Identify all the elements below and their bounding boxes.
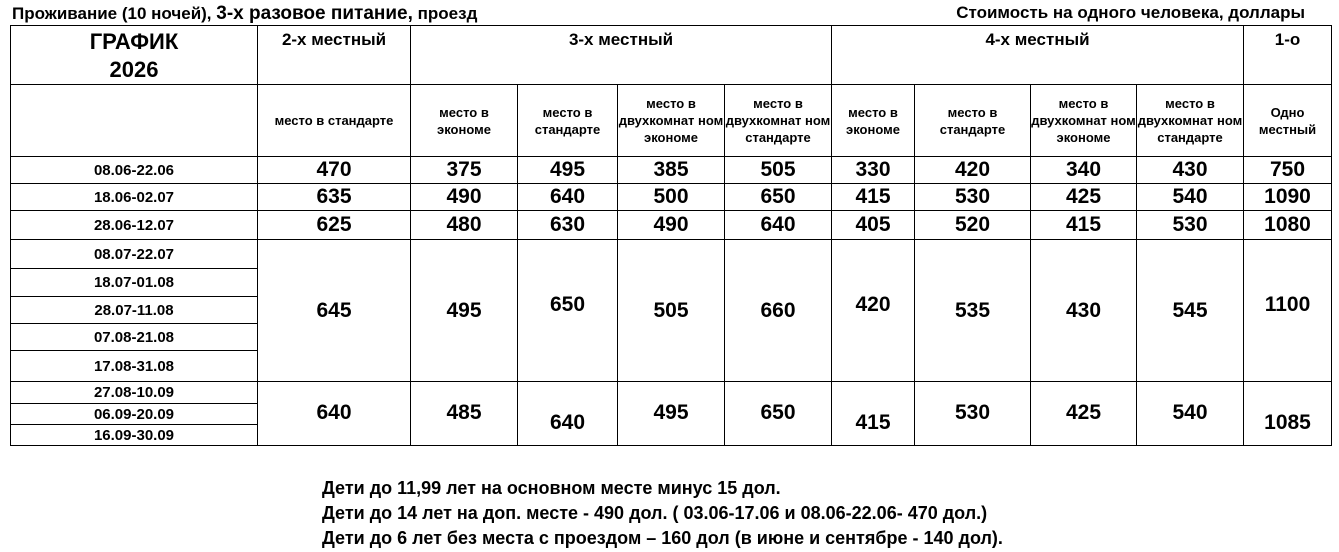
price-cell: 630 (518, 211, 618, 240)
price-cell: 375 (411, 157, 518, 184)
price-cell: 520 (915, 211, 1031, 240)
price-cell: 490 (411, 184, 518, 211)
date-cell: 06.09-20.09 (11, 404, 258, 425)
subheader-cell: место в экономе (411, 85, 518, 157)
price-cell: 415 (832, 382, 915, 446)
date-cell: 18.06-02.07 (11, 184, 258, 211)
price-table (10, 25, 1332, 446)
price-cell: 420 (915, 157, 1031, 184)
price-cell: 545 (1137, 240, 1244, 382)
date-cell: 08.06-22.06 (11, 157, 258, 184)
price-cell: 480 (411, 211, 518, 240)
price-cell: 495 (618, 382, 725, 446)
subheader-cell: место в двухкомнат ном стандарте (725, 85, 832, 157)
date-cell: 08.07-22.07 (11, 240, 258, 269)
price-cell: 415 (1031, 211, 1137, 240)
subheader-cell: место в двухкомнат ном экономе (618, 85, 725, 157)
price-cell: 330 (832, 157, 915, 184)
price-cell: 485 (411, 382, 518, 446)
group-triple: 3-х местный (411, 26, 832, 85)
price-cell: 530 (915, 184, 1031, 211)
price-cell: 1080 (1244, 211, 1332, 240)
subheader-cell: место в экономе (832, 85, 915, 157)
header-left (12, 3, 477, 25)
price-cell: 540 (1137, 184, 1244, 211)
price-cell: 640 (518, 382, 618, 446)
price-cell: 340 (1031, 157, 1137, 184)
schedule-header (11, 26, 258, 85)
table-row (11, 211, 1332, 240)
table-row (11, 240, 1332, 269)
price-cell: 650 (725, 184, 832, 211)
subheader-cell: место в стандарте (518, 85, 618, 157)
price-cell: 1090 (1244, 184, 1332, 211)
price-cell: 495 (518, 157, 618, 184)
price-cell: 505 (725, 157, 832, 184)
price-cell: 405 (832, 211, 915, 240)
price-cell: 640 (725, 211, 832, 240)
price-cell: 530 (1137, 211, 1244, 240)
table-row (11, 157, 1332, 184)
price-cell: 645 (258, 240, 411, 382)
table-row (11, 184, 1332, 211)
price-cell: 420 (832, 240, 915, 382)
date-cell: 07.08-21.08 (11, 324, 258, 351)
date-cell: 18.07-01.08 (11, 269, 258, 297)
subheader-cell: место в двухкомнат ном стандарте (1137, 85, 1244, 157)
note-line: Дети до 14 лет на доп. месте - 490 дол. ( 03.06-17.06 и 08.06-22.06- 470 дол.) (322, 503, 988, 523)
price-cell: 535 (915, 240, 1031, 382)
price-cell: 1100 (1244, 240, 1332, 382)
price-cell: 425 (1031, 382, 1137, 446)
header-left-suffix: проезд (417, 4, 478, 23)
price-cell: 640 (258, 382, 411, 446)
price-cell: 660 (725, 240, 832, 382)
price-cell: 540 (1137, 382, 1244, 446)
price-cell: 1085 (1244, 382, 1332, 446)
date-cell: 28.06-12.07 (11, 211, 258, 240)
price-cell: 650 (518, 240, 618, 382)
schedule-year: 2026 (109, 57, 159, 82)
price-cell: 500 (618, 184, 725, 211)
subheader-cell: Одно местный (1244, 85, 1332, 157)
date-cell: 28.07-11.08 (11, 297, 258, 324)
subheader-row (11, 85, 1332, 157)
price-cell: 495 (411, 240, 518, 382)
price-cell: 470 (258, 157, 411, 184)
price-cell: 385 (618, 157, 725, 184)
group-single: 1-о (1244, 26, 1332, 85)
group-quad: 4-х местный (832, 26, 1244, 85)
subheader-blank (11, 85, 258, 157)
subheader-cell: место в стандарте (258, 85, 411, 157)
price-cell: 415 (832, 184, 915, 211)
notes (322, 476, 1003, 551)
price-cell: 625 (258, 211, 411, 240)
group-header-row (11, 26, 1332, 85)
schedule-label: ГРАФИК (89, 29, 179, 54)
price-cell: 530 (915, 382, 1031, 446)
subheader-cell: место в двухкомнат ном экономе (1031, 85, 1137, 157)
price-cell: 490 (618, 211, 725, 240)
header-right: Стоимость на одного человека, доллары (956, 3, 1305, 22)
price-cell: 430 (1137, 157, 1244, 184)
subheader-cell: место в стандарте (915, 85, 1031, 157)
price-cell: 425 (1031, 184, 1137, 211)
date-cell: 17.08-31.08 (11, 351, 258, 382)
date-cell: 27.08-10.09 (11, 382, 258, 404)
header-left-prefix: Проживание (10 ночей), (12, 4, 212, 23)
group-double: 2-х местный (258, 26, 411, 85)
table-row (11, 382, 1332, 404)
note-line: Дети до 11,99 лет на основном месте минус 15 дол. (322, 478, 781, 498)
note-line: Дети до 6 лет без места с проездом – 160 дол (в июне и сентябре - 140 дол). (322, 528, 1003, 548)
price-cell: 750 (1244, 157, 1332, 184)
price-cell: 505 (618, 240, 725, 382)
header-left-big: 3-х разовое питание, (216, 3, 413, 24)
price-cell: 650 (725, 382, 832, 446)
date-cell: 16.09-30.09 (11, 425, 258, 446)
price-cell: 635 (258, 184, 411, 211)
price-cell: 640 (518, 184, 618, 211)
price-cell: 430 (1031, 240, 1137, 382)
